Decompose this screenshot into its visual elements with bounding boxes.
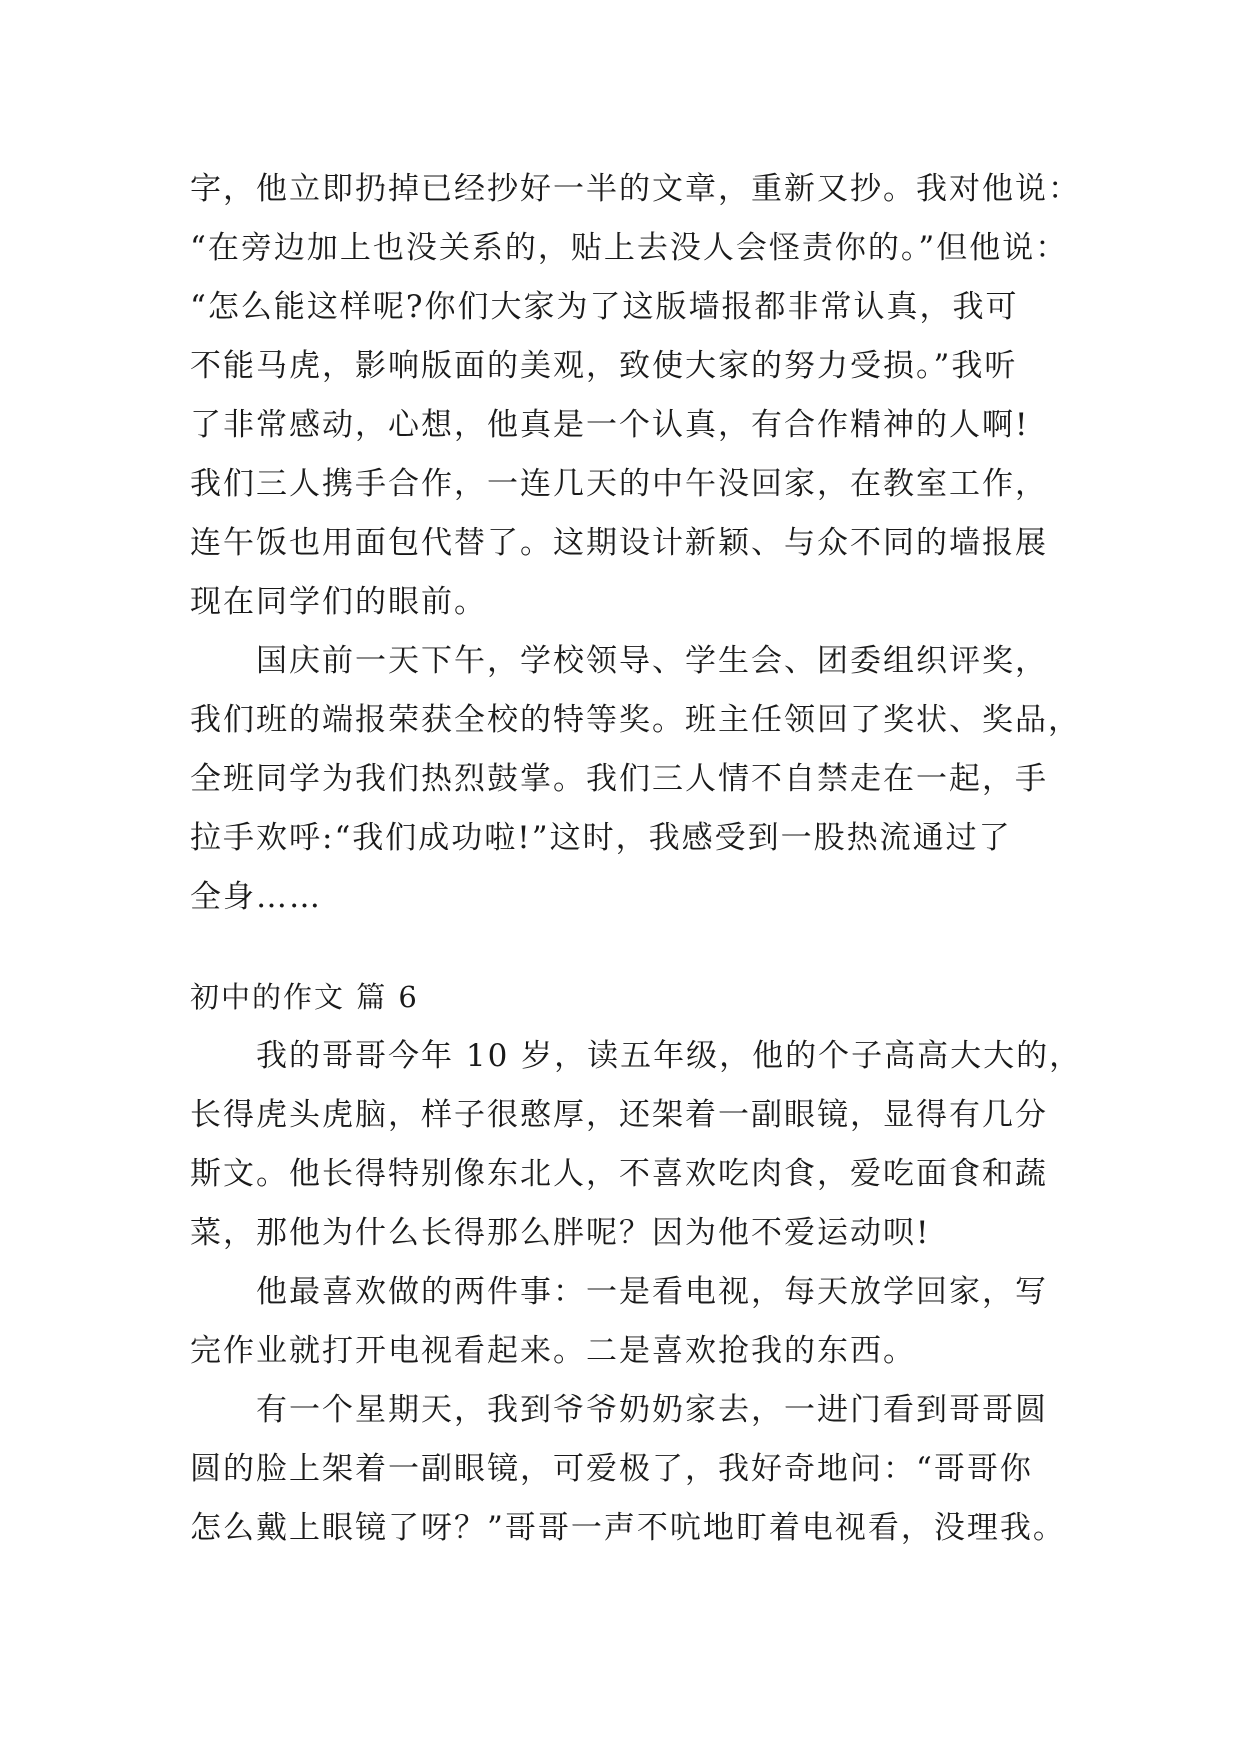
text-line: 全身…… xyxy=(190,879,322,915)
paragraph-continuation xyxy=(190,160,1081,632)
text-line: 拉手欢呼:“我们成功啦!”这时，我感受到一股热流通过了 xyxy=(190,820,1012,856)
text-line: 国庆前一天下午，学校领导、学生会、团委组织评奖， xyxy=(256,643,1048,679)
text-line: 不能马虎，影响版面的美观，致使大家的努力受损。”我听 xyxy=(190,348,1018,384)
text-line: 完作业就打开电视看起来。二是喜欢抢我的东西。 xyxy=(190,1333,916,1369)
text-line: “在旁边加上也没关系的，贴上去没人会怪责你的。”但他说： xyxy=(190,230,1069,266)
text-line: 斯文。他长得特别像东北人，不喜欢吃肉食，爱吃面食和蔬 xyxy=(190,1156,1048,1192)
text-line: 字，他立即扔掉已经抄好一半的文章，重新又抄。我对他说： xyxy=(190,171,1081,207)
text-line: 圆的脸上架着一副眼镜，可爱极了，我好奇地问：“哥哥你 xyxy=(190,1451,1033,1487)
text-line: 菜，那他为什么长得那么胖呢？因为他不爱运动呗! xyxy=(190,1215,931,1251)
text-line: 他最喜欢做的两件事：一是看电视，每天放学回家，写 xyxy=(256,1274,1048,1310)
text-line: 全班同学为我们热烈鼓掌。我们三人情不自禁走在一起，手 xyxy=(190,761,1048,797)
text-line: 现在同学们的眼前。 xyxy=(190,584,487,620)
section-heading xyxy=(190,968,1070,1027)
text-line: 了非常感动，心想，他真是一个认真，有合作精神的人啊! xyxy=(190,407,1030,443)
text-line: 连午饭也用面包代替了。这期设计新颖、与众不同的墙报展 xyxy=(190,525,1048,561)
text-line: 长得虎头虎脑，样子很憨厚，还架着一副眼镜，显得有几分 xyxy=(190,1097,1048,1133)
essay-body xyxy=(190,1027,1083,1558)
text-line: 我们三人携手合作，一连几天的中午没回家，在教室工作， xyxy=(190,466,1048,502)
heading-text: 初中的作文 篇 6 xyxy=(190,980,419,1014)
text-line: 怎么戴上眼镜了呀？”哥哥一声不吭地盯着电视看，没理我。 xyxy=(190,1510,1066,1546)
text-line: 有一个星期天，我到爷爷奶奶家去，一进门看到哥哥圆 xyxy=(256,1392,1048,1428)
text-line: 我的哥哥今年 10 岁，读五年级，他的个子高高大大的， xyxy=(256,1038,1083,1074)
text-line: 我们班的端报荣获全校的特等奖。班主任领回了奖状、奖品， xyxy=(190,702,1081,738)
text-line: “怎么能这样呢?你们大家为了这版墙报都非常认真，我可 xyxy=(190,289,1019,325)
paragraph-award xyxy=(190,632,1081,927)
